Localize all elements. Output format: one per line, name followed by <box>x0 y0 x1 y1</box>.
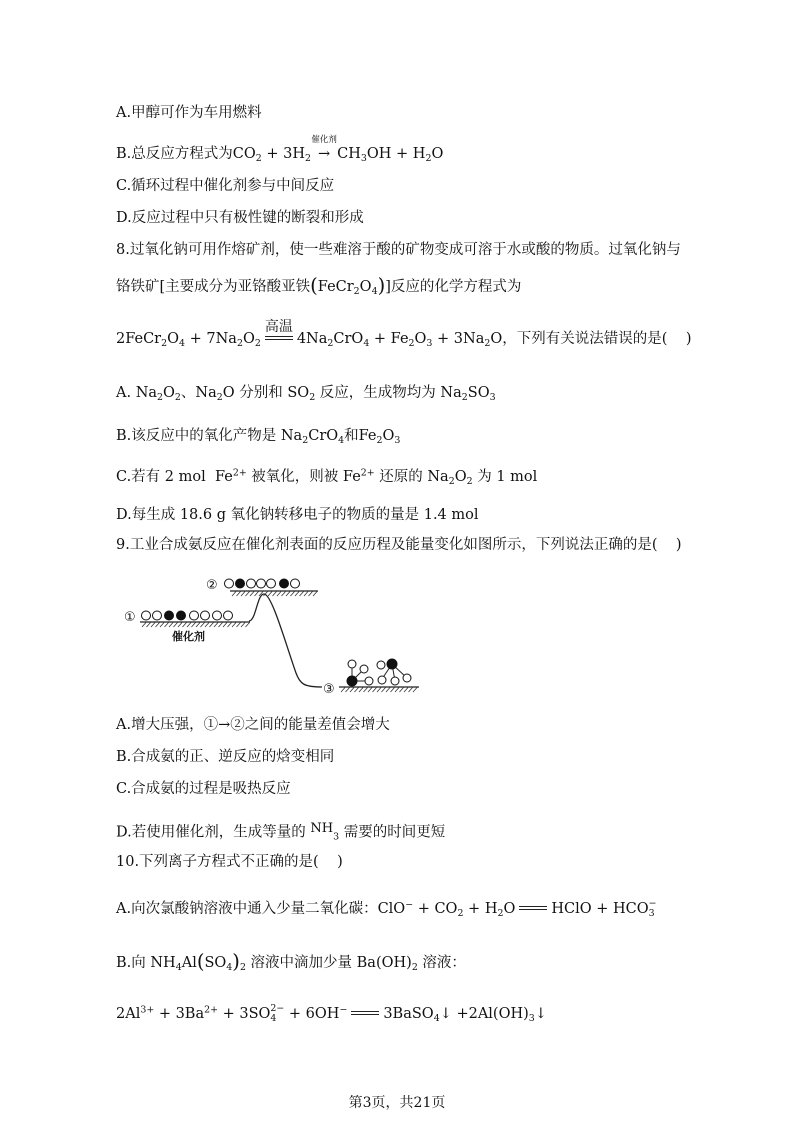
text-run: 被氧化，则被 Fe <box>246 469 361 485</box>
catalyst-surface-1-hatch <box>142 623 250 628</box>
superscript: 2+ <box>204 1004 218 1016</box>
text-run: + 3H <box>261 146 305 162</box>
nitrogen-atom <box>165 611 174 620</box>
nitrogen-atom <box>236 579 245 588</box>
subscript: 2 <box>302 434 309 446</box>
q9-option-c <box>116 779 291 799</box>
q9-option-a <box>116 715 390 735</box>
text-run: CrO <box>308 428 339 444</box>
text-run: OH + H <box>366 146 426 162</box>
subscript: 2 <box>157 391 164 403</box>
text-run: O 分别和 SO <box>222 385 310 401</box>
subscript: 3 <box>648 907 655 919</box>
subscript: 3 <box>489 391 496 403</box>
nitrogen-atom <box>177 611 186 620</box>
subscript: 2 <box>457 907 464 919</box>
text-run: O <box>454 469 467 485</box>
hydrogen-atom <box>391 677 399 685</box>
text-run: O <box>359 279 372 295</box>
catalyst-surface-3-hatch <box>341 688 417 693</box>
text-run: 10.下列离子方程式不正确的是( ) <box>116 854 343 870</box>
hydrogen-atom <box>365 677 373 685</box>
q8-equation <box>116 318 692 349</box>
q9-option-d <box>116 819 446 843</box>
subscript: 2 <box>376 434 383 446</box>
hydrogen-atom <box>190 611 199 620</box>
hydrogen-atom <box>213 611 222 620</box>
text-run: 为 1 mol <box>472 469 538 485</box>
nitrogen-atom <box>280 579 289 588</box>
superscript: − <box>648 898 657 910</box>
text-run: + Fe <box>369 331 409 347</box>
hydrogen-atom <box>360 665 368 673</box>
subscript: 3 <box>333 831 340 843</box>
subscript: 4 <box>226 961 233 973</box>
q8-stem-line-1 <box>116 240 681 260</box>
text-run: O，下列有关说法错误的是( ) <box>490 331 692 347</box>
hydrogen-atom <box>153 611 162 620</box>
hydrogen-atom <box>257 579 266 588</box>
reaction-condition: 高温 <box>264 318 293 335</box>
subscript: 4 <box>338 434 345 446</box>
text-run: 还原的 Na <box>374 469 449 485</box>
text-run: Al <box>181 955 197 971</box>
q8-stem-line-2 <box>116 274 522 298</box>
superscript: − <box>405 899 414 911</box>
subscript: 2 <box>353 285 360 297</box>
text-run: 溶液中滴加少量 Ba(OH) <box>245 955 412 971</box>
text-run: + 7Na <box>185 331 237 347</box>
subscript: 2 <box>425 152 432 164</box>
text-run: 2FeCr <box>116 331 162 347</box>
text-run: 、Na <box>180 385 217 401</box>
q9-option-b <box>116 747 334 767</box>
q7-option-b <box>116 134 444 164</box>
q8-option-d <box>116 505 479 525</box>
subscript: 4 <box>270 1012 277 1024</box>
superscript: − <box>339 1004 348 1016</box>
q10-stem <box>116 852 343 872</box>
subscript: 2 <box>161 337 168 349</box>
q8-option-c <box>116 467 537 487</box>
text-run: 2Al <box>116 1006 141 1022</box>
superscript: 2+ <box>360 467 375 479</box>
q8-option-a <box>116 383 496 403</box>
large-parenthesis: ) <box>377 274 386 298</box>
subscript: 2 <box>309 391 316 403</box>
subscript: 2 <box>497 907 504 919</box>
text-run: + 3Na <box>432 331 485 347</box>
text-run: D.每生成 18.6 g 氧化钠转移电子的物质的量是 1.4 mol <box>116 507 479 523</box>
text-run: 8.过氧化钠可用作熔矿剂，使一些难溶于酸的矿物变成可溶于水或酸的物质。过氧化钠与 <box>116 242 681 258</box>
hydrogen-atom <box>267 579 276 588</box>
reaction-condition: 催化剂 <box>311 134 337 145</box>
subscript: 3 <box>394 434 401 446</box>
subscript: 2 <box>466 475 473 487</box>
text-run: ]反应的化学方程式为 <box>385 279 522 295</box>
subscript: 2 <box>448 475 455 487</box>
superscript: 3+ <box>140 1004 155 1016</box>
text-run: O <box>167 331 179 347</box>
subscript: 3 <box>528 1012 535 1024</box>
text-run: O <box>163 385 175 401</box>
text-run: SO <box>467 385 490 401</box>
text-run: O <box>503 901 516 917</box>
catalyst-surface-2-hatch <box>232 592 317 597</box>
text-run: C.合成氨的过程是吸热反应 <box>116 781 291 797</box>
q10-option-a <box>116 899 657 919</box>
text-run: HClO + HCO <box>551 901 649 917</box>
hydrogen-atom <box>348 660 356 668</box>
subscript: 3 <box>360 152 367 164</box>
subscript: 2 <box>239 961 246 973</box>
text-run: 铬铁矿[主要成分为亚铬酸亚铁 <box>116 279 311 295</box>
q10-option-b <box>116 950 466 974</box>
text-run: 9.工业合成氨反应在催化剂表面的反应历程及能量变化如图所示，下列说法正确的是( ) <box>116 537 682 553</box>
charge-and-subscript <box>270 1004 284 1023</box>
text-run: 和Fe <box>344 428 377 444</box>
q9-stem <box>116 535 682 555</box>
text-run: O <box>431 146 444 162</box>
text-run: C.循环过程中催化剂参与中间反应 <box>116 178 335 194</box>
large-parenthesis: ( <box>196 950 205 974</box>
text-run: B.向 NH <box>116 955 176 971</box>
text-run: B.该反应中的氧化产物是 Na <box>116 428 303 444</box>
text-run: O <box>414 331 427 347</box>
text-run: CO <box>232 146 256 162</box>
text-run: FeCr <box>317 279 354 295</box>
text-run: CrO <box>333 331 364 347</box>
subscript: 2 <box>411 961 418 973</box>
q7-option-a <box>116 103 262 123</box>
hydrogen-atom <box>201 611 210 620</box>
reaction-arrow <box>311 134 337 164</box>
text-run: + H <box>463 901 498 917</box>
hydrogen-atom <box>291 579 300 588</box>
subscript: 2 <box>254 337 261 349</box>
text-run: ↓ +2Al(OH) <box>439 1006 529 1022</box>
q7-option-c <box>116 176 334 196</box>
text-run: CH <box>337 146 361 162</box>
reaction-energy-diagram <box>110 565 430 700</box>
subscript: 2 <box>174 391 181 403</box>
text-run: A.增大压强，①→②之间的能量差值会增大 <box>116 717 390 733</box>
hydrogen-atom <box>247 579 256 588</box>
subscript: 2 <box>327 337 334 349</box>
text-run: + 3Ba <box>154 1006 205 1022</box>
subscript: 2 <box>408 337 415 349</box>
large-parenthesis: ( <box>310 274 318 298</box>
text-run: C.若有 2 mol Fe <box>116 469 233 485</box>
hydrogen-atom <box>378 676 386 684</box>
subscript: 2 <box>461 391 468 403</box>
state-2-label: ② <box>206 578 218 593</box>
state-3-label: ③ <box>323 682 335 697</box>
q10-option-b-equation <box>116 1004 547 1024</box>
double-equals-sign <box>519 906 547 911</box>
hydrogen-atom <box>142 611 151 620</box>
text-run: A.甲醇可作为车用燃料 <box>116 105 262 121</box>
superscript: 2− <box>270 1003 285 1015</box>
text-run: + 3SO <box>218 1006 271 1022</box>
text-run: + CO <box>413 901 458 917</box>
text-run: B.合成氨的正、逆反应的焓变相同 <box>116 749 335 765</box>
subscript: 2 <box>484 337 491 349</box>
text-run: ↓ <box>534 1006 547 1022</box>
raised-formula: NH <box>310 821 334 836</box>
double-equals-sign <box>351 1011 379 1016</box>
text-run: SO <box>204 955 227 971</box>
text-run: 需要的时间更短 <box>339 824 446 841</box>
superscript: 2+ <box>232 467 247 479</box>
double-equals-sign <box>264 318 293 341</box>
hydrogen-atom <box>403 674 411 682</box>
text-run: D.若使用催化剂，生成等量的 <box>116 824 311 841</box>
subscript: 4 <box>433 1012 440 1024</box>
text-run: + 6OH <box>284 1006 340 1022</box>
text-run: 溶液： <box>417 955 466 971</box>
text-run: 反应，生成物均为 Na <box>315 385 462 401</box>
text-run: 4Na <box>296 331 328 347</box>
q8-option-b <box>116 426 400 446</box>
text-run: O <box>242 331 255 347</box>
subscript: 4 <box>175 961 182 973</box>
nitrogen-atom <box>387 659 397 669</box>
text-run: 3BaSO <box>383 1006 434 1022</box>
subscript: 4 <box>363 337 370 349</box>
text-run: B.总反应方程式为 <box>116 146 233 162</box>
subscript: 2 <box>216 391 223 403</box>
q7-option-d <box>116 208 364 228</box>
page-number-footer: 第3页，共21页 <box>348 1095 446 1111</box>
energy-curve <box>249 594 322 687</box>
catalyst-label: 催化剂 <box>172 630 205 643</box>
charge-and-subscript <box>649 899 657 918</box>
subscript: 4 <box>179 337 185 349</box>
subscript: 3 <box>426 337 433 349</box>
text-run: D.反应过程中只有极性键的断裂和形成 <box>116 210 364 226</box>
nitrogen-atom <box>347 676 357 686</box>
subscript: 2 <box>236 337 243 349</box>
subscript: 4 <box>371 285 378 297</box>
subscript: 2 <box>255 152 262 164</box>
text-run: A.向次氯酸钠溶液中通入少量二氧化碳：ClO <box>116 901 406 917</box>
text-run: A. Na <box>116 385 158 401</box>
state-1-label: ① <box>124 610 136 625</box>
hydrogen-atom <box>224 611 233 620</box>
large-parenthesis: ) <box>232 950 240 974</box>
text-run: O <box>382 428 395 444</box>
arrow-glyph: → <box>318 146 331 162</box>
subscript: 2 <box>305 152 311 164</box>
hydrogen-atom <box>225 579 234 588</box>
hydrogen-atom <box>377 661 385 669</box>
